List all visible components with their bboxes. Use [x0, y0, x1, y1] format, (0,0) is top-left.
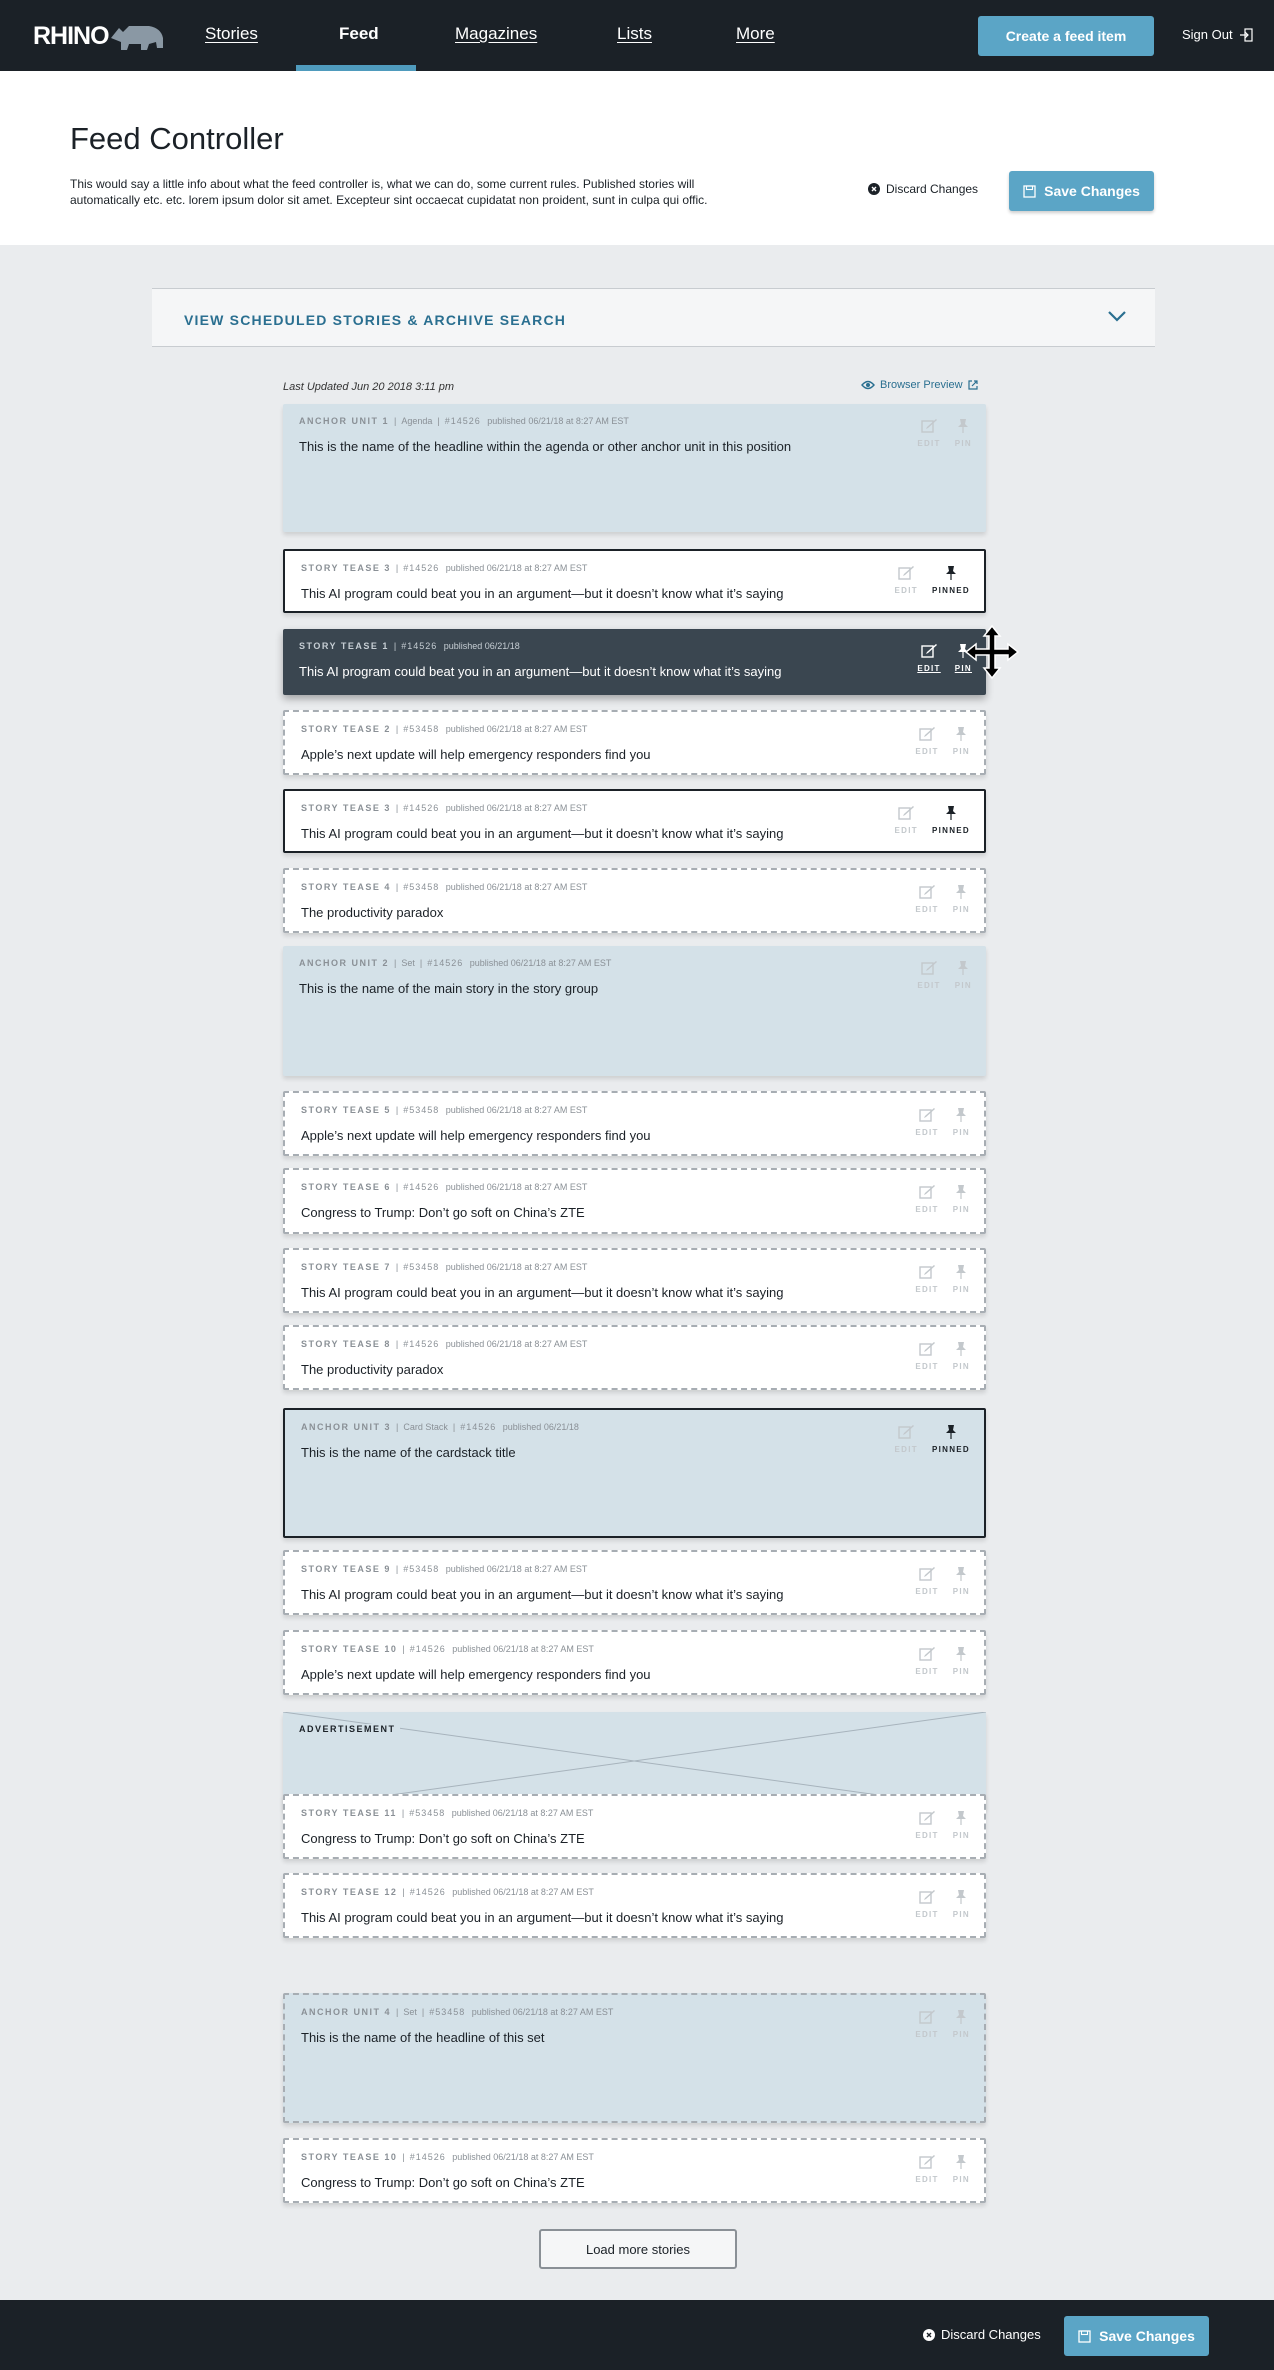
feed-card-3[interactable] [283, 629, 986, 695]
external-link-icon [968, 380, 978, 390]
separator: | [395, 1105, 399, 1115]
separator: | [452, 1422, 456, 1432]
page-description: This would say a little info about what the feed controller is, what we can do, some current rules. Published stories will automatically etc. etc. lorem ipsum dolor sit amet. Excepteur sint occaecat cupidatat non proident, sunt in culpa qui offic. [70, 177, 708, 207]
pin-label: PINNED [931, 586, 970, 595]
sign-out-label: Sign Out [1182, 27, 1233, 42]
edit-label: EDIT [917, 664, 941, 673]
pin-icon [955, 1566, 967, 1581]
separator: | [437, 416, 440, 426]
card-id: #53458 [403, 1262, 440, 1272]
card-type: STORY TEASE 7 [301, 1262, 391, 1272]
card-meta [301, 1564, 587, 1574]
page-title: Feed Controller [70, 121, 284, 156]
edit-label: EDIT [894, 1445, 918, 1454]
card-published: published 06/21/18 at 8:27 AM EST [469, 2007, 614, 2017]
edit-icon [919, 1889, 936, 1904]
nav-lists[interactable]: Lists [617, 24, 652, 43]
logo-text: RHINO [33, 21, 109, 50]
footer-discard-label: Discard Changes [941, 2327, 1041, 2342]
feed-card-14[interactable] [283, 1630, 986, 1695]
nav-stories[interactable]: Stories [205, 24, 258, 43]
card-meta [301, 724, 587, 734]
footer-save-label: Save Changes [1099, 2328, 1195, 2344]
pin-icon [955, 1889, 967, 1904]
save-icon [1023, 185, 1036, 198]
nav-feed[interactable]: Feed [339, 24, 379, 43]
card-headline: This is the name of the headline of this set [301, 2030, 545, 2045]
card-subtype: Agenda [401, 416, 433, 426]
pin-icon [955, 2154, 967, 2169]
pin-icon [955, 884, 967, 899]
edit-label: EDIT [915, 1362, 939, 1371]
card-subtype: Set [403, 2007, 417, 2017]
card-id: #14526 [409, 1644, 446, 1654]
card-actions [915, 1341, 970, 1371]
pin-button[interactable] [953, 1646, 970, 1676]
edit-label: EDIT [915, 1667, 939, 1676]
card-actions [917, 960, 972, 990]
edit-icon [919, 1341, 936, 1356]
pin-icon [955, 1341, 967, 1356]
edit-label: EDIT [917, 439, 941, 448]
card-published: published 06/21/18 at 8:27 AM EST [443, 803, 588, 813]
card-type: STORY TEASE 1 [299, 641, 389, 651]
pin-icon [945, 805, 957, 820]
edit-icon [921, 960, 938, 975]
separator: | [395, 1564, 399, 1574]
card-id: #53458 [403, 724, 440, 734]
card-actions [895, 805, 970, 835]
card-published: published 06/21/18 [500, 1422, 579, 1432]
rhino-logo[interactable] [33, 18, 167, 54]
card-type: STORY TEASE 11 [301, 1808, 397, 1818]
card-headline: This AI program could beat you in an argument—but it doesn’t know what it’s saying [301, 1587, 784, 1602]
separator: | [395, 1339, 399, 1349]
pin-button[interactable] [953, 2009, 970, 2039]
pin-icon [955, 1107, 967, 1122]
card-meta [301, 1339, 587, 1349]
separator: | [402, 1887, 405, 1897]
card-type: ANCHOR UNIT 4 [301, 2007, 392, 2017]
eye-icon [861, 380, 875, 390]
edit-button[interactable] [915, 1810, 938, 1840]
card-published: published 06/21/18 at 8:27 AM EST [449, 1644, 594, 1654]
edit-icon [919, 1184, 936, 1199]
card-meta [301, 882, 587, 892]
card-actions [915, 884, 970, 914]
card-published: published 06/21/18 at 8:27 AM EST [443, 563, 588, 573]
separator: | [396, 2007, 399, 2017]
edit-icon [898, 565, 915, 580]
edit-icon [919, 1566, 936, 1581]
card-type: STORY TEASE 6 [301, 1182, 391, 1192]
feed-card-10[interactable] [283, 1248, 986, 1313]
pin-button[interactable] [953, 1566, 970, 1596]
card-type: STORY TEASE 12 [301, 1887, 398, 1897]
card-id: #14526 [403, 563, 440, 573]
separator: | [419, 958, 423, 968]
card-published: published 06/21/18 [441, 641, 520, 651]
edit-button[interactable] [895, 1424, 918, 1454]
card-id: #14526 [403, 1182, 440, 1192]
edit-button[interactable] [917, 643, 940, 673]
card-meta [301, 803, 587, 813]
pin-label: PIN [952, 1285, 970, 1294]
edit-button[interactable] [915, 884, 938, 914]
edit-label: EDIT [915, 1587, 939, 1596]
card-meta [299, 958, 611, 968]
edit-label: EDIT [894, 826, 918, 835]
pin-icon [955, 1646, 967, 1661]
discard-changes-button[interactable] [868, 182, 978, 196]
card-meta [301, 1262, 587, 1272]
card-type: STORY TEASE 8 [301, 1339, 391, 1349]
edit-icon [919, 2009, 936, 2024]
sign-out-button[interactable] [1182, 27, 1253, 42]
pin-label: PINNED [931, 826, 970, 835]
pin-label: PIN [952, 1128, 970, 1137]
card-headline: This AI program could beat you in an argument—but it doesn’t know what it’s saying [299, 664, 782, 679]
edit-button[interactable] [915, 1646, 938, 1676]
card-published: published 06/21/18 at 8:27 AM EST [443, 1262, 588, 1272]
card-actions [915, 2154, 970, 2184]
card-meta [301, 2007, 613, 2017]
save-label: Save Changes [1044, 183, 1140, 199]
card-meta [301, 563, 587, 573]
pin-icon [955, 2009, 967, 2024]
card-headline: Congress to Trump: Don’t go soft on China’s ZTE [301, 2175, 585, 2190]
pin-icon [957, 960, 969, 975]
card-id: #14526 [444, 416, 481, 426]
pin-button[interactable] [955, 418, 972, 448]
footer-bar [0, 2300, 1274, 2370]
edit-icon [921, 643, 938, 658]
rhino-icon [109, 20, 167, 52]
feed-card-7[interactable] [283, 946, 986, 1076]
separator: | [421, 2007, 425, 2017]
feed-card-16[interactable] [283, 1873, 986, 1938]
card-published: published 06/21/18 at 8:27 AM EST [449, 2152, 594, 2162]
pin-icon [955, 726, 967, 741]
chevron-down-icon [1107, 309, 1127, 323]
separator: | [395, 1182, 399, 1192]
edit-label: EDIT [915, 1831, 939, 1840]
card-meta [299, 641, 520, 651]
edit-label: EDIT [915, 1910, 939, 1919]
edit-label: EDIT [915, 1285, 939, 1294]
edit-icon [919, 1810, 936, 1825]
pin-button[interactable] [932, 805, 970, 835]
card-actions [895, 565, 970, 595]
card-type: STORY TEASE 10 [301, 2152, 398, 2162]
separator: | [402, 2152, 405, 2162]
feed-card-6[interactable] [283, 868, 986, 933]
card-actions [917, 418, 972, 448]
card-headline: Congress to Trump: Don’t go soft on China’s ZTE [301, 1205, 585, 1220]
edit-icon [919, 884, 936, 899]
edit-label: EDIT [894, 586, 918, 595]
browser-preview-label: Browser Preview [880, 379, 963, 391]
save-icon [1078, 2330, 1091, 2343]
pin-label: PIN [952, 2175, 970, 2184]
card-id: #14526 [403, 1339, 440, 1349]
card-headline: This AI program could beat you in an argument—but it doesn’t know what it’s saying [301, 1910, 784, 1925]
card-headline: Congress to Trump: Don’t go soft on China’s ZTE [301, 1831, 585, 1846]
pin-button[interactable] [932, 565, 970, 595]
pin-button[interactable] [932, 1424, 970, 1454]
pin-label: PIN [954, 981, 972, 990]
edit-button[interactable] [915, 1889, 938, 1919]
card-headline: The productivity paradox [301, 1362, 444, 1377]
pin-button[interactable] [953, 1341, 970, 1371]
card-type: STORY TEASE 5 [301, 1105, 391, 1115]
card-type: STORY TEASE 3 [301, 563, 391, 573]
save-changes-button[interactable] [1009, 171, 1154, 211]
separator: | [393, 641, 397, 651]
card-headline: This AI program could beat you in an argument—but it doesn’t know what it’s saying [301, 826, 784, 841]
card-id: #53458 [409, 1808, 446, 1818]
edit-label: EDIT [915, 1128, 939, 1137]
card-headline: This is the name of the cardstack title [301, 1445, 516, 1460]
card-id: #14526 [403, 803, 440, 813]
card-headline: The productivity paradox [301, 905, 444, 920]
last-updated: Last Updated Jun 20 2018 3:11 pm [283, 381, 455, 393]
separator: | [395, 803, 399, 813]
card-subtype: Set [401, 958, 415, 968]
pin-button[interactable] [953, 1184, 970, 1214]
pin-button[interactable] [953, 1889, 970, 1919]
scheduled-stories-toggle[interactable] [152, 288, 1155, 347]
scheduled-stories-label: VIEW SCHEDULED STORIES & ARCHIVE SEARCH [184, 312, 567, 328]
advertisement-label: ADVERTISEMENT [299, 1724, 400, 1734]
card-id: #53458 [403, 882, 440, 892]
card-actions [915, 1184, 970, 1214]
edit-label: EDIT [915, 2175, 939, 2184]
separator: | [394, 416, 397, 426]
card-actions [895, 1424, 970, 1454]
edit-button[interactable] [915, 726, 938, 756]
card-id: #14526 [460, 1422, 497, 1432]
card-type: STORY TEASE 10 [301, 1644, 398, 1654]
card-meta [299, 416, 629, 426]
edit-label: EDIT [915, 1205, 939, 1214]
feed-card-12[interactable] [283, 1408, 986, 1538]
card-meta [301, 1422, 579, 1432]
edit-icon [919, 726, 936, 741]
page-header [0, 71, 1274, 245]
feed-card-8[interactable] [283, 1091, 986, 1156]
card-meta [301, 2152, 594, 2162]
nav-more[interactable]: More [736, 24, 775, 43]
pin-button[interactable] [953, 2154, 970, 2184]
card-meta [301, 1808, 593, 1818]
close-circle-icon [868, 183, 880, 195]
edit-label: EDIT [915, 747, 939, 756]
discard-label: Discard Changes [886, 182, 979, 196]
feed-card-9[interactable] [283, 1168, 986, 1234]
card-actions [915, 726, 970, 756]
edit-icon [898, 805, 915, 820]
edit-button[interactable] [915, 2009, 938, 2039]
edit-button[interactable] [895, 565, 918, 595]
card-headline: Apple’s next update will help emergency responders find you [301, 747, 651, 762]
edit-icon [921, 418, 938, 433]
edit-button[interactable] [917, 418, 940, 448]
feed-card-18[interactable] [283, 2138, 986, 2203]
card-actions [915, 1566, 970, 1596]
card-published: published 06/21/18 at 8:27 AM EST [443, 724, 588, 734]
feed-card-4[interactable] [283, 710, 986, 775]
edit-button[interactable] [917, 960, 940, 990]
separator: | [396, 1422, 399, 1432]
edit-button[interactable] [915, 1107, 938, 1137]
separator: | [394, 958, 397, 968]
pin-button[interactable] [953, 1810, 970, 1840]
card-actions [915, 1264, 970, 1294]
card-published: published 06/21/18 at 8:27 AM EST [443, 1564, 588, 1574]
feed-card-5[interactable] [283, 789, 986, 853]
separator: | [395, 882, 399, 892]
pin-button[interactable] [955, 960, 972, 990]
pin-button[interactable] [953, 726, 970, 756]
edit-label: EDIT [915, 2030, 939, 2039]
card-type: STORY TEASE 3 [301, 803, 391, 813]
card-type: ANCHOR UNIT 2 [299, 958, 390, 968]
card-headline: This is the name of the headline within the agenda or other anchor unit in this position [299, 439, 792, 454]
edit-button[interactable] [915, 1264, 938, 1294]
pin-button[interactable] [953, 1264, 970, 1294]
pin-button[interactable] [953, 1107, 970, 1137]
card-headline: This is the name of the main story in the story group [299, 981, 599, 996]
pin-label: PIN [952, 1667, 970, 1676]
card-type: STORY TEASE 9 [301, 1564, 391, 1574]
create-feed-item-button[interactable]: Create a feed item [978, 16, 1154, 56]
card-id: #53458 [403, 1564, 440, 1574]
separator: | [395, 1262, 399, 1272]
card-actions [915, 1889, 970, 1919]
feed-card-15[interactable] [283, 1794, 986, 1859]
card-type: STORY TEASE 4 [301, 882, 391, 892]
card-meta [301, 1182, 587, 1192]
pin-label: PIN [952, 1587, 970, 1596]
card-meta [301, 1644, 594, 1654]
pin-label: PIN [952, 1910, 970, 1919]
pin-label: PIN [954, 439, 972, 448]
card-published: published 06/21/18 at 8:27 AM EST [449, 1808, 594, 1818]
load-more-button[interactable]: Load more stories [539, 2229, 737, 2269]
card-id: #14526 [409, 2152, 446, 2162]
edit-button[interactable] [915, 1184, 938, 1214]
close-circle-icon [923, 2329, 935, 2341]
edit-icon [898, 1424, 915, 1439]
pin-icon [955, 1184, 967, 1199]
card-meta [301, 1105, 587, 1115]
card-headline: This AI program could beat you in an argument—but it doesn’t know what it’s saying [301, 586, 784, 601]
feed-card-11[interactable] [283, 1325, 986, 1390]
card-type: ANCHOR UNIT 1 [299, 416, 390, 426]
edit-icon [919, 1107, 936, 1122]
feed-card-13[interactable] [283, 1550, 986, 1615]
pin-label: PIN [952, 747, 970, 756]
card-id: #53458 [429, 2007, 466, 2017]
top-nav [0, 0, 1274, 71]
card-id: #14526 [427, 958, 464, 968]
separator: | [401, 1808, 405, 1818]
edit-button[interactable] [915, 1341, 938, 1371]
card-subtype: Card Stack [403, 1422, 448, 1432]
card-actions [915, 1107, 970, 1137]
feed-card-17[interactable] [283, 1993, 986, 2123]
card-headline: This AI program could beat you in an argument—but it doesn’t know what it’s saying [301, 1285, 784, 1300]
separator: | [395, 724, 399, 734]
card-headline: Apple’s next update will help emergency responders find you [301, 1128, 651, 1143]
pin-icon [957, 418, 969, 433]
card-actions [915, 2009, 970, 2039]
card-meta [301, 1887, 594, 1897]
card-type: STORY TEASE 2 [301, 724, 391, 734]
edit-label: EDIT [917, 981, 941, 990]
footer-save-button[interactable] [1064, 2316, 1209, 2356]
card-headline: Apple’s next update will help emergency responders find you [301, 1667, 651, 1682]
separator: | [402, 1644, 405, 1654]
pin-label: PIN [952, 1831, 970, 1840]
pin-label: PIN [952, 1362, 970, 1371]
move-cursor-icon [964, 624, 1020, 680]
card-id: #53458 [403, 1105, 440, 1115]
card-published: published 06/21/18 at 8:27 AM EST [449, 1887, 594, 1897]
feed-card-1[interactable] [283, 404, 986, 532]
card-id: #14526 [401, 641, 438, 651]
pin-icon [945, 1424, 957, 1439]
edit-icon [919, 1264, 936, 1279]
edit-button[interactable] [915, 2154, 938, 2184]
sign-out-icon [1239, 28, 1253, 42]
card-published: published 06/21/18 at 8:27 AM EST [484, 416, 629, 426]
footer-discard-button[interactable] [923, 2327, 1041, 2342]
edit-icon [919, 2154, 936, 2169]
pin-label: PIN [952, 1205, 970, 1214]
pin-label: PINNED [931, 1445, 970, 1454]
feed-card-2[interactable] [283, 549, 986, 613]
card-type: ANCHOR UNIT 3 [301, 1422, 392, 1432]
card-published: published 06/21/18 at 8:27 AM EST [467, 958, 612, 968]
pin-icon [955, 1264, 967, 1279]
pin-icon [945, 565, 957, 580]
pin-label: PIN [952, 2030, 970, 2039]
card-actions [915, 1646, 970, 1676]
pin-icon [955, 1810, 967, 1825]
card-actions [915, 1810, 970, 1840]
edit-button[interactable] [915, 1566, 938, 1596]
pin-label: PIN [954, 664, 972, 673]
separator: | [395, 563, 399, 573]
card-published: published 06/21/18 at 8:27 AM EST [443, 882, 588, 892]
card-id: #14526 [409, 1887, 446, 1897]
nav-magazines[interactable]: Magazines [455, 24, 538, 43]
card-published: published 06/21/18 at 8:27 AM EST [443, 1182, 588, 1192]
edit-icon [919, 1646, 936, 1661]
browser-preview-link[interactable] [861, 379, 978, 391]
edit-button[interactable] [895, 805, 918, 835]
pin-button[interactable] [953, 884, 970, 914]
edit-label: EDIT [915, 905, 939, 914]
card-published: published 06/21/18 at 8:27 AM EST [443, 1339, 588, 1349]
card-published: published 06/21/18 at 8:27 AM EST [443, 1105, 588, 1115]
pin-label: PIN [952, 905, 970, 914]
